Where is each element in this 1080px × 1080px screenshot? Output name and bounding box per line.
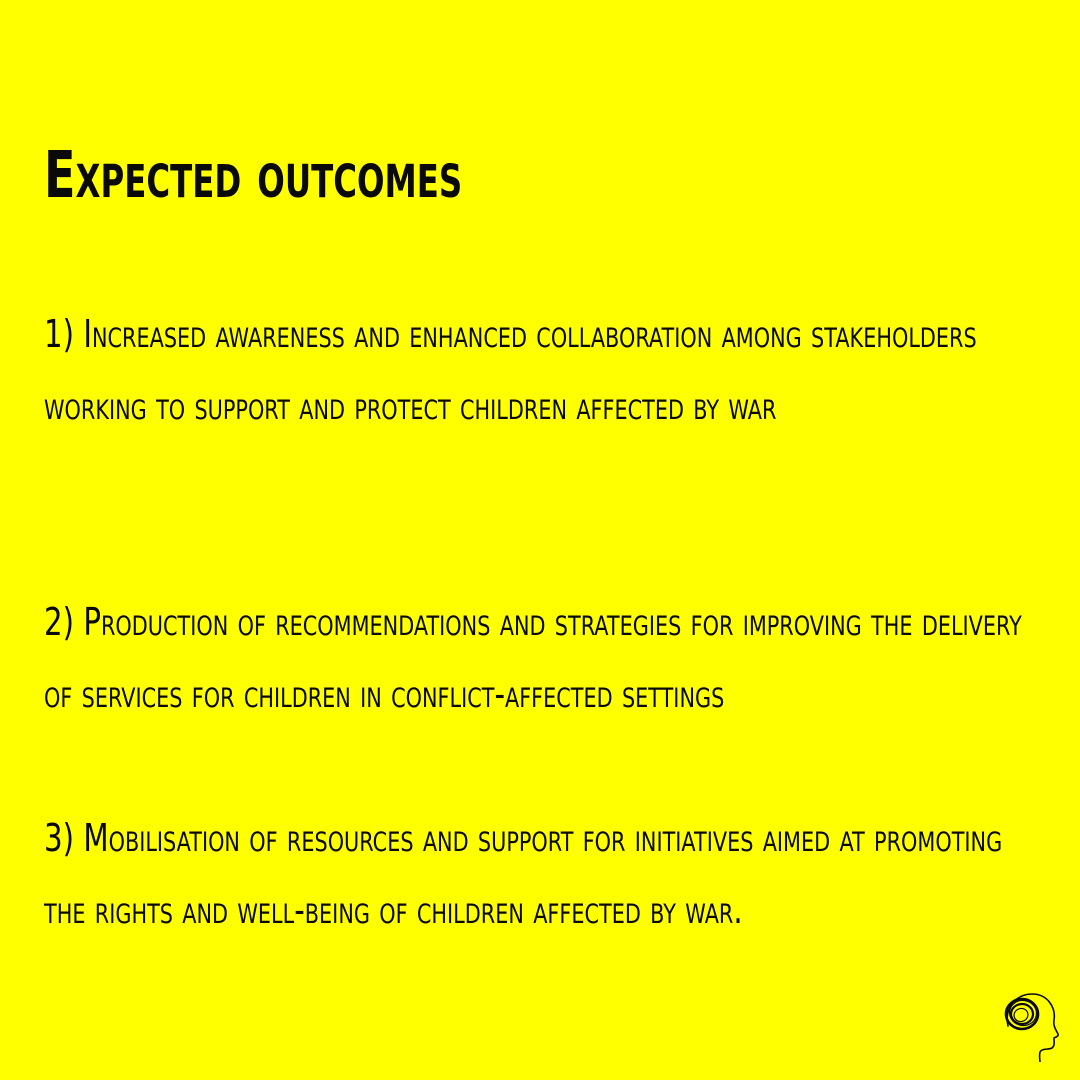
- head-profile-scribble-icon: [996, 986, 1060, 1062]
- outcome-item-2: 2) Production of recommendations and strategies for improving the delivery of services for children in conflict-affected settings: [44, 600, 1022, 716]
- outcome-item-3: 3) Mobilisation of resources and support for initiatives aimed at promoting the rights and well-being of children affected by war.: [44, 816, 1003, 932]
- outcome-item-1: 1) Increased awareness and enhanced collaboration among stakeholders working to support and protect children affected by war: [44, 312, 977, 428]
- page-title: Expected outcomes: [44, 139, 463, 213]
